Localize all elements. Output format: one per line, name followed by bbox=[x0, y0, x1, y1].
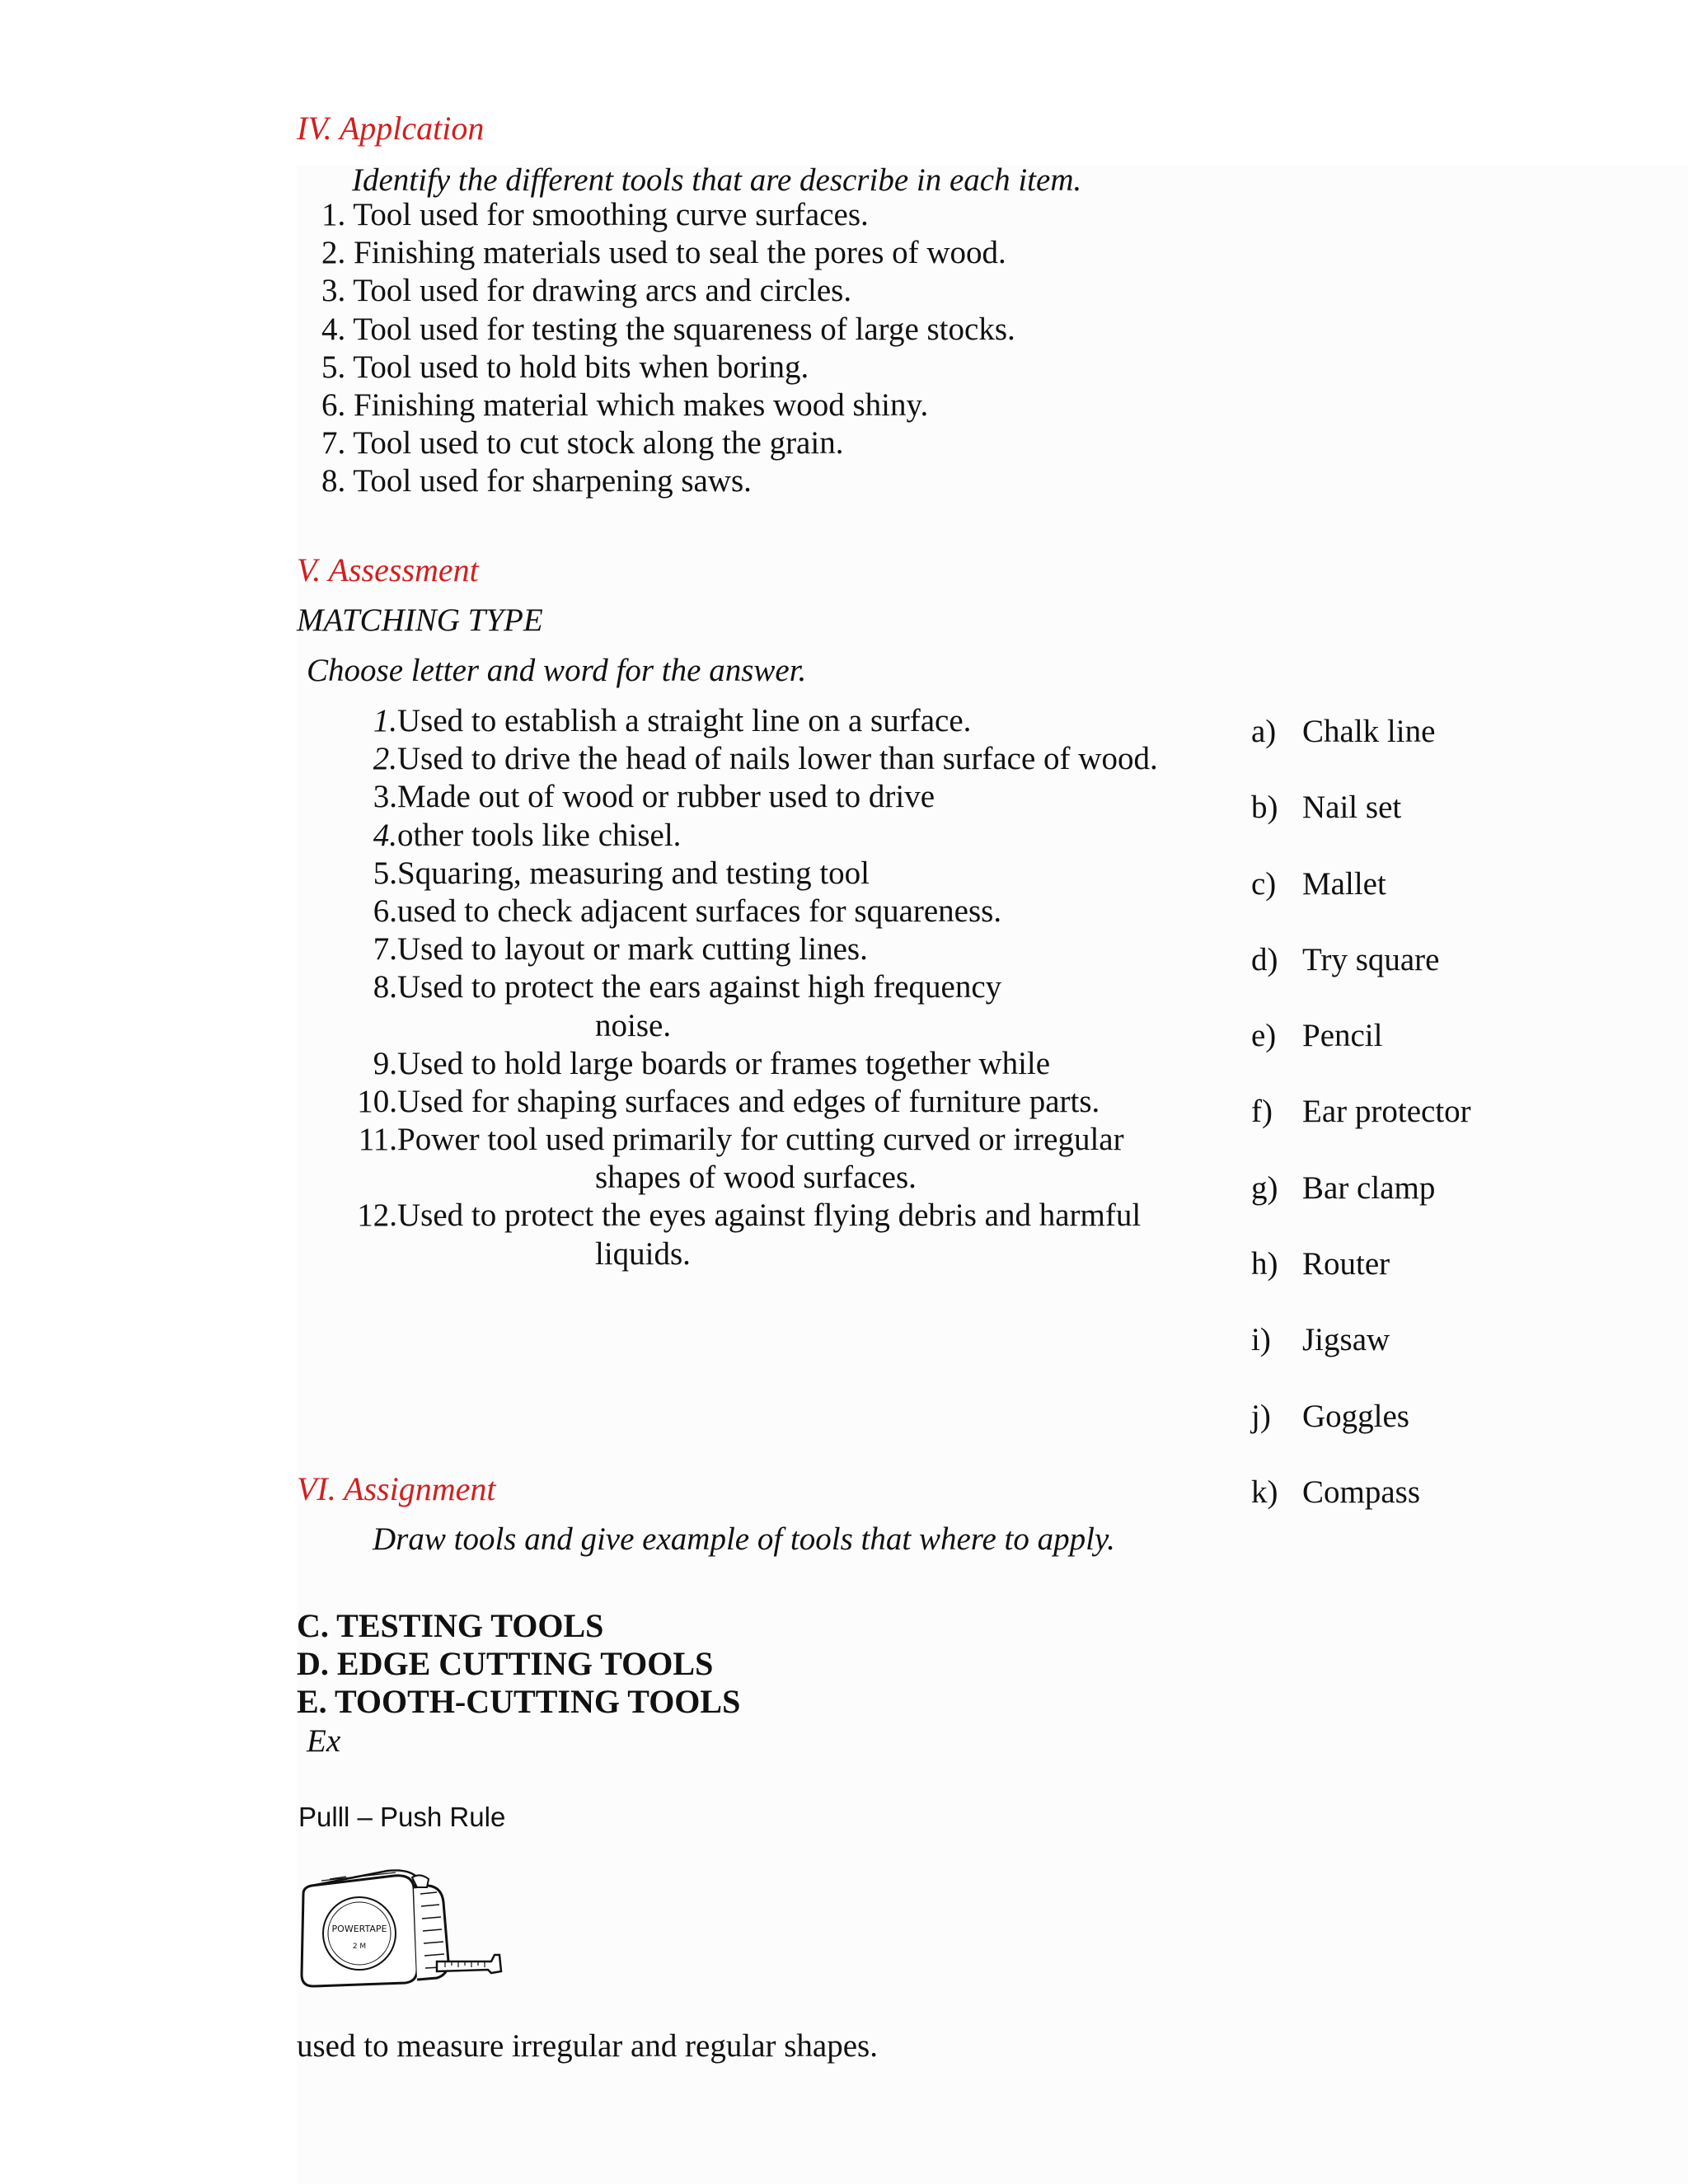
question-number: 5. bbox=[373, 855, 397, 891]
question-text: Used to protect the eyes against flying debris and harmful bbox=[397, 1197, 1142, 1234]
tape-size-text: 2 M bbox=[352, 1943, 367, 1951]
matching-question-continuation bbox=[345, 1007, 672, 1045]
answer-choice bbox=[1251, 1169, 1471, 1245]
answer-choice bbox=[1251, 789, 1471, 865]
example-label: Ex bbox=[307, 1723, 341, 1759]
answer-word: Try square bbox=[1302, 941, 1440, 977]
answer-word: Pencil bbox=[1302, 1018, 1383, 1054]
matching-question-continuation bbox=[345, 1159, 917, 1197]
application-question: 2. Finishing materials used to seal the pores of wood. bbox=[321, 235, 1006, 271]
matching-question bbox=[345, 968, 1002, 1006]
question-number: 12. bbox=[357, 1197, 397, 1234]
answer-letter: j) bbox=[1251, 1398, 1271, 1434]
testing-tools-heading: C. TESTING TOOLS bbox=[297, 1607, 604, 1644]
question-text: Used for shaping surfaces and edges of furniture parts. bbox=[397, 1083, 1100, 1119]
answer-choice bbox=[1251, 1245, 1471, 1321]
question-number: 2. bbox=[373, 741, 397, 777]
question-number: 6. bbox=[373, 893, 397, 929]
question-text: Power tool used primarily for cutting curved or irregular bbox=[397, 1122, 1124, 1158]
answer-letter: a) bbox=[1251, 714, 1277, 749]
assignment-heading: VI. Assignment bbox=[297, 1470, 496, 1507]
answer-word: Bar clamp bbox=[1302, 1169, 1436, 1206]
answer-letter: h) bbox=[1251, 1246, 1278, 1282]
question-number: 4. bbox=[373, 817, 397, 853]
answer-choices-list bbox=[1251, 713, 1471, 1549]
application-question: 1. Tool used for smoothing curve surfaces. bbox=[321, 197, 869, 232]
matching-question bbox=[345, 1197, 1142, 1235]
application-question: 3. Tool used for drawing arcs and circles. bbox=[321, 273, 852, 309]
application-question: 6. Finishing material which makes wood shiny. bbox=[321, 387, 929, 423]
question-number: 11. bbox=[358, 1122, 397, 1158]
application-instruction: Identify the different tools that are describe in each item. bbox=[352, 162, 1082, 198]
example-tool-name: Pulll – Push Rule bbox=[298, 1802, 506, 1832]
answer-choice bbox=[1251, 865, 1471, 941]
tape-brand-text: POWERTAPE bbox=[331, 1924, 387, 1934]
answer-word: Mallet bbox=[1302, 865, 1386, 902]
application-question: 5. Tool used to hold bits when boring. bbox=[321, 349, 809, 385]
answer-letter: i) bbox=[1251, 1322, 1271, 1358]
question-text: shapes of wood surfaces. bbox=[595, 1160, 917, 1196]
answer-choice bbox=[1251, 1474, 1471, 1549]
matching-type-subheading: MATCHING TYPE bbox=[297, 602, 543, 638]
matching-question bbox=[345, 817, 682, 855]
question-text: Squaring, measuring and testing tool bbox=[397, 855, 870, 891]
tape-measure-icon bbox=[297, 1869, 511, 1993]
answer-letter: b) bbox=[1251, 790, 1278, 826]
question-number: 10. bbox=[357, 1083, 397, 1119]
answer-letter: k) bbox=[1251, 1474, 1278, 1510]
assessment-instruction: Choose letter and word for the answer. bbox=[307, 653, 807, 688]
matching-question bbox=[345, 740, 1158, 778]
question-number: 9. bbox=[373, 1045, 397, 1081]
matching-question-list bbox=[345, 702, 1158, 1273]
answer-word: Chalk line bbox=[1302, 714, 1436, 749]
answer-word: Router bbox=[1302, 1246, 1390, 1282]
question-text: Used to establish a straight line on a surface. bbox=[397, 703, 972, 738]
matching-question bbox=[345, 1121, 1124, 1159]
answer-letter: f) bbox=[1251, 1094, 1273, 1130]
matching-question bbox=[345, 893, 1002, 930]
application-heading: IV. Applcation bbox=[297, 110, 485, 147]
question-number: 7. bbox=[373, 931, 397, 968]
assessment-heading: V. Assessment bbox=[297, 551, 479, 588]
question-text: noise. bbox=[595, 1007, 672, 1043]
application-question: 8. Tool used for sharpening saws. bbox=[321, 463, 752, 499]
edge-cutting-tools-heading: D. EDGE CUTTING TOOLS bbox=[297, 1645, 714, 1682]
answer-word: Jigsaw bbox=[1302, 1322, 1390, 1358]
application-question: 7. Tool used to cut stock along the grain. bbox=[321, 425, 844, 462]
question-number: 1. bbox=[373, 703, 397, 738]
answer-letter: g) bbox=[1251, 1169, 1278, 1206]
matching-question bbox=[345, 930, 868, 968]
question-text: Used to drive the head of nails lower than surface of wood. bbox=[397, 741, 1158, 777]
question-text: used to check adjacent surfaces for squareness. bbox=[397, 893, 1002, 929]
answer-choice bbox=[1251, 941, 1471, 1017]
question-text: Made out of wood or rubber used to drive bbox=[397, 779, 935, 815]
answer-letter: e) bbox=[1251, 1018, 1277, 1054]
answer-letter: c) bbox=[1251, 865, 1277, 902]
answer-word: Goggles bbox=[1302, 1398, 1409, 1434]
question-number: 3. bbox=[373, 779, 397, 815]
application-question-list bbox=[321, 196, 1015, 501]
answer-choice bbox=[1251, 713, 1471, 789]
question-text: Used to layout or mark cutting lines. bbox=[397, 931, 868, 968]
matching-question bbox=[345, 702, 972, 740]
answer-word: Compass bbox=[1302, 1474, 1421, 1510]
answer-choice bbox=[1251, 1398, 1471, 1474]
tape-measure-illustration bbox=[297, 1869, 511, 1993]
matching-question-continuation bbox=[345, 1235, 691, 1273]
answer-letter: d) bbox=[1251, 941, 1278, 977]
tooth-cutting-tools-heading: E. TOOTH-CUTTING TOOLS bbox=[297, 1683, 741, 1720]
answer-word: Nail set bbox=[1302, 790, 1402, 826]
answer-choice bbox=[1251, 1093, 1471, 1169]
question-text: other tools like chisel. bbox=[397, 817, 682, 853]
matching-question bbox=[345, 855, 870, 893]
answer-word: Ear protector bbox=[1302, 1094, 1471, 1130]
example-description: used to measure irregular and regular shapes. bbox=[297, 2028, 878, 2064]
assignment-instruction: Draw tools and give example of tools that where to apply. bbox=[373, 1521, 1115, 1557]
question-text: Used to protect the ears against high frequency bbox=[397, 969, 1002, 1005]
answer-choice bbox=[1251, 1017, 1471, 1093]
matching-question bbox=[345, 1045, 1051, 1083]
question-text: Used to hold large boards or frames together while bbox=[397, 1045, 1051, 1081]
question-number: 8. bbox=[373, 969, 397, 1005]
application-question: 4. Tool used for testing the squareness of large stocks. bbox=[321, 311, 1015, 347]
answer-choice bbox=[1251, 1321, 1471, 1397]
question-text: liquids. bbox=[595, 1235, 691, 1272]
matching-question bbox=[345, 778, 935, 816]
matching-question bbox=[345, 1083, 1100, 1121]
